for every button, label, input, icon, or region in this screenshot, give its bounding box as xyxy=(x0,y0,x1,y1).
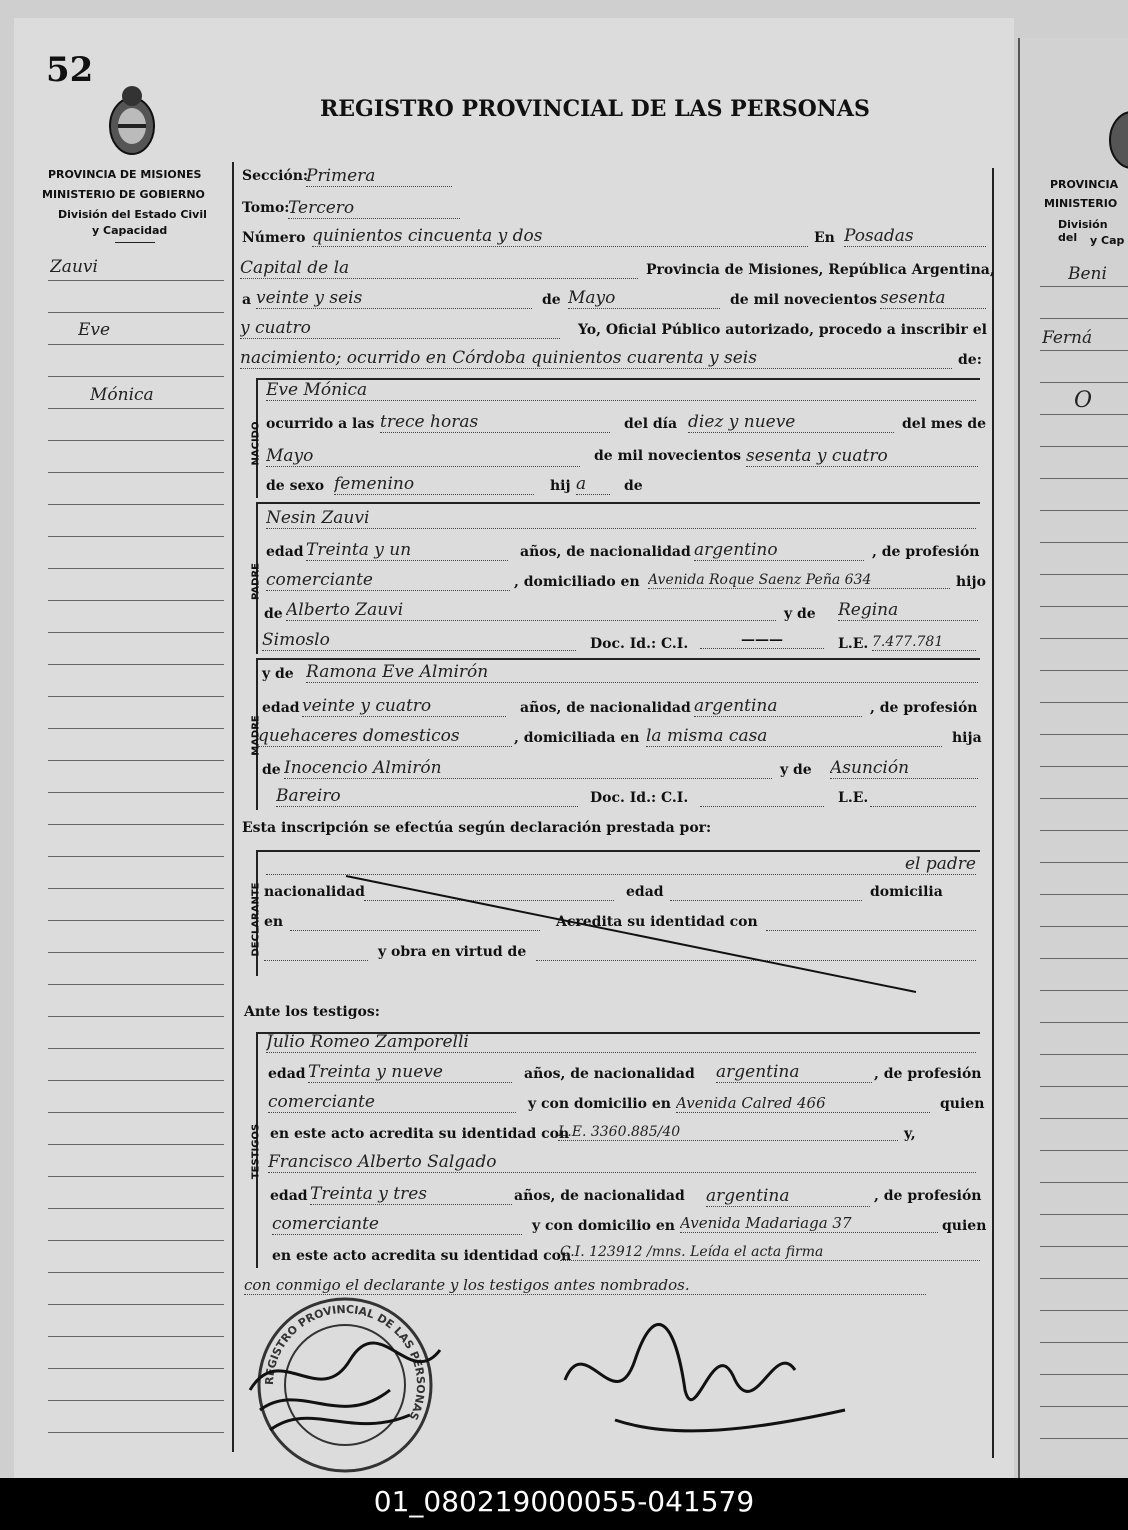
sidebar-second-name: Mónica xyxy=(90,385,154,405)
declarante-label: DECLARANTE xyxy=(250,882,262,957)
madre-top-rule xyxy=(256,658,980,660)
right-rule xyxy=(1040,766,1128,767)
right-rule xyxy=(1040,1054,1128,1055)
hora-value: trece horas xyxy=(380,412,610,433)
t1-edad-value: Treinta y nueve xyxy=(308,1062,512,1083)
padre-nombre: Nesin Zauvi xyxy=(266,508,976,529)
sidebar-rule xyxy=(48,504,224,505)
madre-de-label: de xyxy=(262,762,281,778)
madre-edad-label: edad xyxy=(262,700,300,716)
anio-value: sesenta xyxy=(880,288,986,309)
sidebar-rule xyxy=(48,984,224,985)
hija-label: hija xyxy=(952,730,982,746)
padre-dom-value: Avenida Roque Saenz Peña 634 xyxy=(648,572,950,589)
madre-nombre: Ramona Eve Almirón xyxy=(306,662,978,683)
dia-value: veinte y seis xyxy=(256,288,532,309)
obra-label: y obra en virtud de xyxy=(378,944,527,960)
padre-dom-label: , domiciliado en xyxy=(514,574,640,590)
right-rule xyxy=(1040,350,1128,351)
padre-doc-value: ——— xyxy=(700,632,824,649)
signature-official xyxy=(555,1310,855,1460)
t1-y: y, xyxy=(904,1126,916,1142)
nacido-label: NACIDO xyxy=(250,421,262,466)
right-rule xyxy=(1040,798,1128,799)
madre-doc-label: Doc. Id.: C.I. xyxy=(590,790,689,806)
padre-prof-value: comerciante xyxy=(266,570,510,591)
sidebar-rule xyxy=(48,1048,224,1049)
right-rule xyxy=(1040,286,1128,287)
madre-dom-label: , domiciliada en xyxy=(514,730,640,746)
sidebar-rule xyxy=(48,472,224,473)
dia-label: del día xyxy=(624,416,678,432)
mes-value: Mayo xyxy=(568,288,720,309)
form-right-border xyxy=(992,168,994,1458)
right-rule xyxy=(1040,862,1128,863)
page-number: 52 xyxy=(46,50,94,90)
padre-le-value: 7.477.781 xyxy=(872,634,976,651)
padre-doc-label: Doc. Id.: C.I. xyxy=(590,636,689,652)
t2-quien: quien xyxy=(942,1218,987,1234)
right-rule xyxy=(1040,478,1128,479)
right-rule xyxy=(1040,1022,1128,1023)
testigos-label: TESTIGOS xyxy=(250,1123,262,1180)
sidebar-rule xyxy=(48,1016,224,1017)
sidebar-rule xyxy=(48,1176,224,1177)
sidebar-rule xyxy=(48,1240,224,1241)
sidebar-rule xyxy=(48,1144,224,1145)
right-sidebar-ministry: MINISTERIO xyxy=(1044,197,1118,210)
sidebar-rule xyxy=(48,1080,224,1081)
sidebar-rule xyxy=(48,344,224,345)
t2-prof-label: , de profesión xyxy=(874,1188,982,1204)
sidebar-rule xyxy=(48,536,224,537)
madre-dom-value: la misma casa xyxy=(646,726,942,747)
anio-value-2: y cuatro xyxy=(240,318,560,339)
tomo-value: Tercero xyxy=(288,198,460,219)
madre-prof-label: , de profesión xyxy=(870,700,978,716)
t1-dom-value: Avenida Calred 466 xyxy=(676,1094,930,1113)
mes-label: del mes de xyxy=(902,416,987,432)
form-left-border xyxy=(232,162,234,1452)
right-rule xyxy=(1040,1150,1128,1151)
right-rule xyxy=(1040,1438,1128,1439)
sidebar-rule xyxy=(48,1272,224,1273)
right-sidebar-hand-3: O xyxy=(1074,388,1093,413)
acta-value: nacimiento; ocurrido en Córdoba quinientos cuarenta y seis xyxy=(240,348,952,369)
sidebar-division-2: y Capacidad xyxy=(92,224,168,237)
en-label: En xyxy=(814,230,835,246)
right-rule xyxy=(1040,606,1128,607)
t1-acredita-value: L.E. 3360.885/40 xyxy=(558,1124,898,1141)
abuela-paterna-apellido: Simoslo xyxy=(262,630,576,651)
sidebar-rule xyxy=(48,408,224,409)
sidebar-province: PROVINCIA DE MISIONES xyxy=(48,168,202,181)
right-rule xyxy=(1040,510,1128,511)
abuela-materna: Asunción xyxy=(830,758,978,779)
t2-acredita-value: C.I. 123912 /mns. Leída el acta firma xyxy=(560,1244,980,1261)
right-rule xyxy=(1040,1246,1128,1247)
right-rule xyxy=(1040,734,1128,735)
strike-through-line xyxy=(256,852,980,994)
sexo-value: femenino xyxy=(334,474,534,495)
page-title: REGISTRO PROVINCIAL DE LAS PERSONAS xyxy=(320,96,870,122)
scan-filename: 01_080219000055-041579 xyxy=(373,1485,755,1518)
numero-value: quinientos cincuenta y dos xyxy=(312,226,808,247)
mil-label: de mil novecientos xyxy=(730,292,878,308)
adjacent-page xyxy=(1018,38,1128,1478)
padre-edad-value: Treinta y un xyxy=(306,540,508,561)
right-sidebar-hand-2: Ferná xyxy=(1042,328,1093,348)
padre-nac-value: argentino xyxy=(694,540,864,561)
sidebar-rule xyxy=(48,760,224,761)
testigo2-nombre: Francisco Alberto Salgado xyxy=(268,1152,976,1173)
right-rule xyxy=(1040,414,1128,415)
t2-prof-value: comerciante xyxy=(272,1214,522,1235)
sidebar-rule xyxy=(48,856,224,857)
right-rule xyxy=(1040,1118,1128,1119)
tomo-label: Tomo: xyxy=(242,200,290,216)
t1-nac-value: argentina xyxy=(716,1062,872,1083)
testigo1-nombre: Julio Romeo Zamporelli xyxy=(266,1032,976,1053)
sidebar-rule xyxy=(48,632,224,633)
right-rule xyxy=(1040,670,1128,671)
right-rule xyxy=(1040,990,1128,991)
sidebar-rule xyxy=(48,824,224,825)
madre-edad-value: veinte y cuatro xyxy=(302,696,506,717)
madre-yde2-label: y de xyxy=(780,762,812,778)
madre-le-label: L.E. xyxy=(838,790,869,806)
right-rule xyxy=(1040,1214,1128,1215)
testigos-intro: Ante los testigos: xyxy=(244,1004,380,1020)
right-rule xyxy=(1040,1182,1128,1183)
sidebar-rule xyxy=(48,280,224,281)
madre-yde-label: y de xyxy=(262,666,294,682)
sidebar-rule xyxy=(48,952,224,953)
right-rule xyxy=(1040,926,1128,927)
t2-dom-value: Avenida Madariaga 37 xyxy=(680,1214,938,1233)
sidebar-rule xyxy=(48,312,224,313)
right-rule xyxy=(1040,574,1128,575)
right-rule xyxy=(1040,318,1128,319)
sidebar-surname: Zauvi xyxy=(50,257,98,277)
sidebar-division: División del Estado Civil xyxy=(58,208,207,221)
hij-label: hij xyxy=(550,478,571,494)
divider xyxy=(115,242,155,243)
seccion-value: Primera xyxy=(306,166,452,187)
right-rule xyxy=(1040,1310,1128,1311)
padre-label: PADRE xyxy=(250,563,262,600)
t2-edad-value: Treinta y tres xyxy=(310,1184,512,1205)
right-sidebar-hand-1: Beni xyxy=(1068,264,1107,284)
coat-of-arms-icon xyxy=(100,80,164,162)
t1-edad-label: edad xyxy=(268,1066,306,1082)
en-value: Posadas xyxy=(844,226,986,247)
abuela-paterna: Regina xyxy=(838,600,978,621)
hijo-label: hijo xyxy=(956,574,986,590)
sidebar-rule xyxy=(48,568,224,569)
closing-text: con conmigo el declarante y los testigos antes nombrados. xyxy=(244,1276,926,1295)
right-rule xyxy=(1040,958,1128,959)
sidebar-rule xyxy=(48,696,224,697)
abuela-materna-apellido: Bareiro xyxy=(276,786,578,807)
right-rule xyxy=(1040,1086,1128,1087)
sidebar-rule xyxy=(48,728,224,729)
right-rule xyxy=(1040,894,1128,895)
capital-value: Capital de la xyxy=(240,258,638,279)
right-rule xyxy=(1040,638,1128,639)
right-rule xyxy=(1040,446,1128,447)
padre-prof-label: , de profesión xyxy=(872,544,980,560)
t2-nac-label: años, de nacionalidad xyxy=(514,1188,685,1204)
right-rule xyxy=(1040,1406,1128,1407)
right-rule xyxy=(1040,1374,1128,1375)
nacido-de-label: de xyxy=(624,478,643,494)
right-sidebar-division: División del xyxy=(1058,218,1108,244)
sidebar-rule xyxy=(48,920,224,921)
padre-top-rule xyxy=(256,502,980,504)
t2-nac-value: argentina xyxy=(706,1186,870,1207)
madre-doc-line xyxy=(700,802,824,807)
sidebar-rule xyxy=(48,1304,224,1305)
sidebar-ministry: MINISTERIO DE GOBIERNO xyxy=(42,188,205,201)
madre-nac-label: años, de nacionalidad xyxy=(520,700,691,716)
hora-label: ocurrido a las xyxy=(266,416,375,432)
provincia-text: Provincia de Misiones, República Argentina, xyxy=(646,262,995,278)
de-label: de xyxy=(542,292,561,308)
coat-of-arms-icon xyxy=(1104,100,1128,170)
hij-value: a xyxy=(576,474,610,495)
t1-prof-label: , de profesión xyxy=(874,1066,982,1082)
declarante-value: el padre xyxy=(266,854,976,875)
right-rule xyxy=(1040,542,1128,543)
de-end-label: de: xyxy=(958,352,982,368)
padre-nac-label: años, de nacionalidad xyxy=(520,544,691,560)
t1-nac-label: años, de nacionalidad xyxy=(524,1066,695,1082)
nacido-nombre: Eve Mónica xyxy=(266,380,976,401)
t2-acredita-label: en este acto acredita su identidad con xyxy=(272,1248,572,1264)
nacido-anio-value: sesenta y cuatro xyxy=(746,446,978,467)
sidebar-rule xyxy=(48,1112,224,1113)
sidebar-rule xyxy=(48,888,224,889)
padre-de-label: de xyxy=(264,606,283,622)
t2-edad-label: edad xyxy=(270,1188,308,1204)
seccion-label: Sección: xyxy=(242,168,309,184)
t1-quien: quien xyxy=(940,1096,985,1112)
sexo-label: de sexo xyxy=(266,478,325,494)
sidebar-rule xyxy=(48,1336,224,1337)
right-rule xyxy=(1040,382,1128,383)
sidebar-rule xyxy=(48,1368,224,1369)
signature-declarante xyxy=(240,1320,480,1450)
t1-prof-value: comerciante xyxy=(268,1092,516,1113)
nacido-anio-label: de mil novecientos xyxy=(594,448,742,464)
right-rule xyxy=(1040,1278,1128,1279)
declaracion-text: Esta inscripción se efectúa según declaración prestada por: xyxy=(242,820,712,836)
t1-dom-label: y con domicilio en xyxy=(528,1096,671,1112)
padre-le-label: L.E. xyxy=(838,636,869,652)
madre-le-line xyxy=(870,802,976,807)
t1-acredita-label: en este acto acredita su identidad con xyxy=(270,1126,570,1142)
madre-prof-value: quehaceres domesticos xyxy=(258,726,512,747)
declarante-en-label: en xyxy=(264,914,284,930)
declarante-dom-label: domicilia xyxy=(870,884,943,900)
right-sidebar-province: PROVINCIA xyxy=(1050,178,1119,191)
sidebar-rule xyxy=(48,376,224,377)
declarante-edad-label: edad xyxy=(626,884,664,900)
yo-text: Yo, Oficial Público autorizado, procedo a inscribir el xyxy=(578,322,987,338)
sidebar-rule xyxy=(48,1432,224,1433)
right-sidebar-division-2: y Cap xyxy=(1090,234,1125,247)
sidebar-rule xyxy=(48,440,224,441)
sidebar-rule xyxy=(48,1400,224,1401)
declarante-nac-label: nacionalidad xyxy=(264,884,365,900)
sidebar-rule xyxy=(48,1208,224,1209)
t2-dom-label: y con domicilio en xyxy=(532,1218,675,1234)
abuelo-paterno: Alberto Zauvi xyxy=(286,600,776,621)
madre-label: MADRE xyxy=(250,715,262,756)
numero-label: Número xyxy=(242,230,306,246)
nacido-dia-value: diez y nueve xyxy=(688,412,894,433)
madre-nac-value: argentina xyxy=(694,696,862,717)
a-label: a xyxy=(242,292,252,308)
sidebar-first-name: Eve xyxy=(78,320,111,340)
abuelo-materno: Inocencio Almirón xyxy=(284,758,772,779)
padre-yde-label: y de xyxy=(784,606,816,622)
sidebar-rule xyxy=(48,792,224,793)
sidebar-rule xyxy=(48,664,224,665)
right-rule xyxy=(1040,702,1128,703)
padre-edad-label: edad xyxy=(266,544,304,560)
acredita-label: Acredita su identidad con xyxy=(556,914,758,930)
nacido-mes-value: Mayo xyxy=(266,446,580,467)
right-rule xyxy=(1040,830,1128,831)
sidebar-rule xyxy=(48,600,224,601)
seal-text: REGISTRO PROVINCIAL DE LAS PERSONAS xyxy=(262,1302,428,1423)
right-rule xyxy=(1040,1342,1128,1343)
